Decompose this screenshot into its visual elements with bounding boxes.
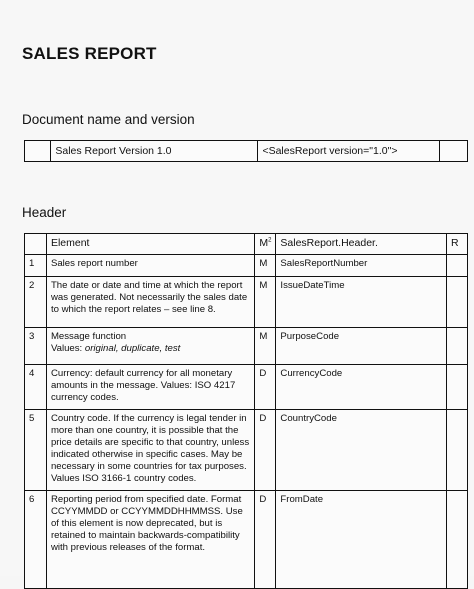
- row-tag: PurposeCode: [276, 328, 447, 365]
- row-element-values: [51, 343, 250, 355]
- row-r: [447, 277, 468, 328]
- document-name-heading: Document name and version: [22, 112, 195, 127]
- row-tag: CountryCode: [276, 409, 447, 490]
- row-r: [447, 255, 468, 277]
- document-version-table: [24, 140, 468, 162]
- values-list: original, duplicate, test: [84, 343, 181, 355]
- row-number: 2: [25, 277, 47, 328]
- row-m: M: [255, 277, 276, 328]
- row-r: [447, 328, 468, 365]
- table-row: [25, 328, 468, 365]
- row-number: 5: [25, 409, 47, 490]
- empty-cell: [25, 141, 51, 162]
- row-number: 1: [25, 255, 47, 277]
- row-m: D: [255, 409, 276, 490]
- column-header-element: Element: [46, 234, 254, 255]
- values-prefix: Values:: [50, 343, 85, 355]
- row-m: M: [255, 255, 276, 277]
- header-heading: Header: [22, 205, 67, 220]
- table-row: [25, 277, 468, 328]
- document-name-cell: Sales Report Version 1.0: [51, 141, 258, 162]
- row-element-line: Message function: [50, 331, 127, 342]
- column-header-r: R: [447, 234, 468, 255]
- column-header-m-letter: M: [259, 237, 269, 250]
- table-row: [25, 141, 468, 162]
- row-number: 4: [25, 365, 47, 410]
- column-header-m-superscript: 2: [268, 237, 272, 244]
- row-tag: SalesReportNumber: [276, 255, 447, 277]
- column-header-number: [25, 234, 47, 255]
- row-r: [447, 409, 468, 490]
- table-row: [25, 365, 468, 410]
- table-row: [25, 255, 468, 277]
- column-header-tag: SalesReport.Header.: [276, 234, 447, 255]
- table-header-row: [25, 234, 468, 255]
- row-number: 6: [25, 490, 47, 588]
- row-m: D: [255, 365, 276, 410]
- document-code-cell: <SalesReport version="1.0">: [258, 141, 439, 162]
- row-m: D: [255, 490, 276, 588]
- row-element: Country code. If the currency is legal tender in more than one country, it is possible that the price details are specific to that country, unless indicated otherwise in specific cases. May be necessary in some countries for tax purposes. Values ISO 3166-1 country codes.: [46, 409, 254, 490]
- table-row: [25, 409, 468, 490]
- column-header-m: [255, 234, 276, 255]
- row-number: 3: [25, 328, 47, 365]
- row-tag: IssueDateTime: [276, 277, 447, 328]
- page-title: SALES REPORT: [22, 44, 157, 63]
- table-row: [25, 490, 468, 588]
- row-m: M: [255, 328, 276, 365]
- row-r: [447, 365, 468, 410]
- row-r: [447, 490, 468, 588]
- row-element: The date or date and time at which the report was generated. Not necessarily the sales date to which the report relates – see line 8.: [46, 277, 254, 328]
- row-element: Sales report number: [46, 255, 254, 277]
- header-elements-table: [24, 233, 468, 589]
- row-element: Currency: default currency for all monetary amounts in the message. Values: ISO 4217 currency codes.: [46, 365, 254, 410]
- row-tag: CurrencyCode: [276, 365, 447, 410]
- row-tag: FromDate: [276, 490, 447, 588]
- empty-cell: [439, 141, 467, 162]
- row-element: [46, 328, 254, 365]
- row-element: Reporting period from specified date. Format CCYYMMDD or CCYYMMDDHHMMSS. Use of this element is now deprecated, but is retained to maintain backwards-compatibility with previous releases of the format.: [46, 490, 254, 588]
